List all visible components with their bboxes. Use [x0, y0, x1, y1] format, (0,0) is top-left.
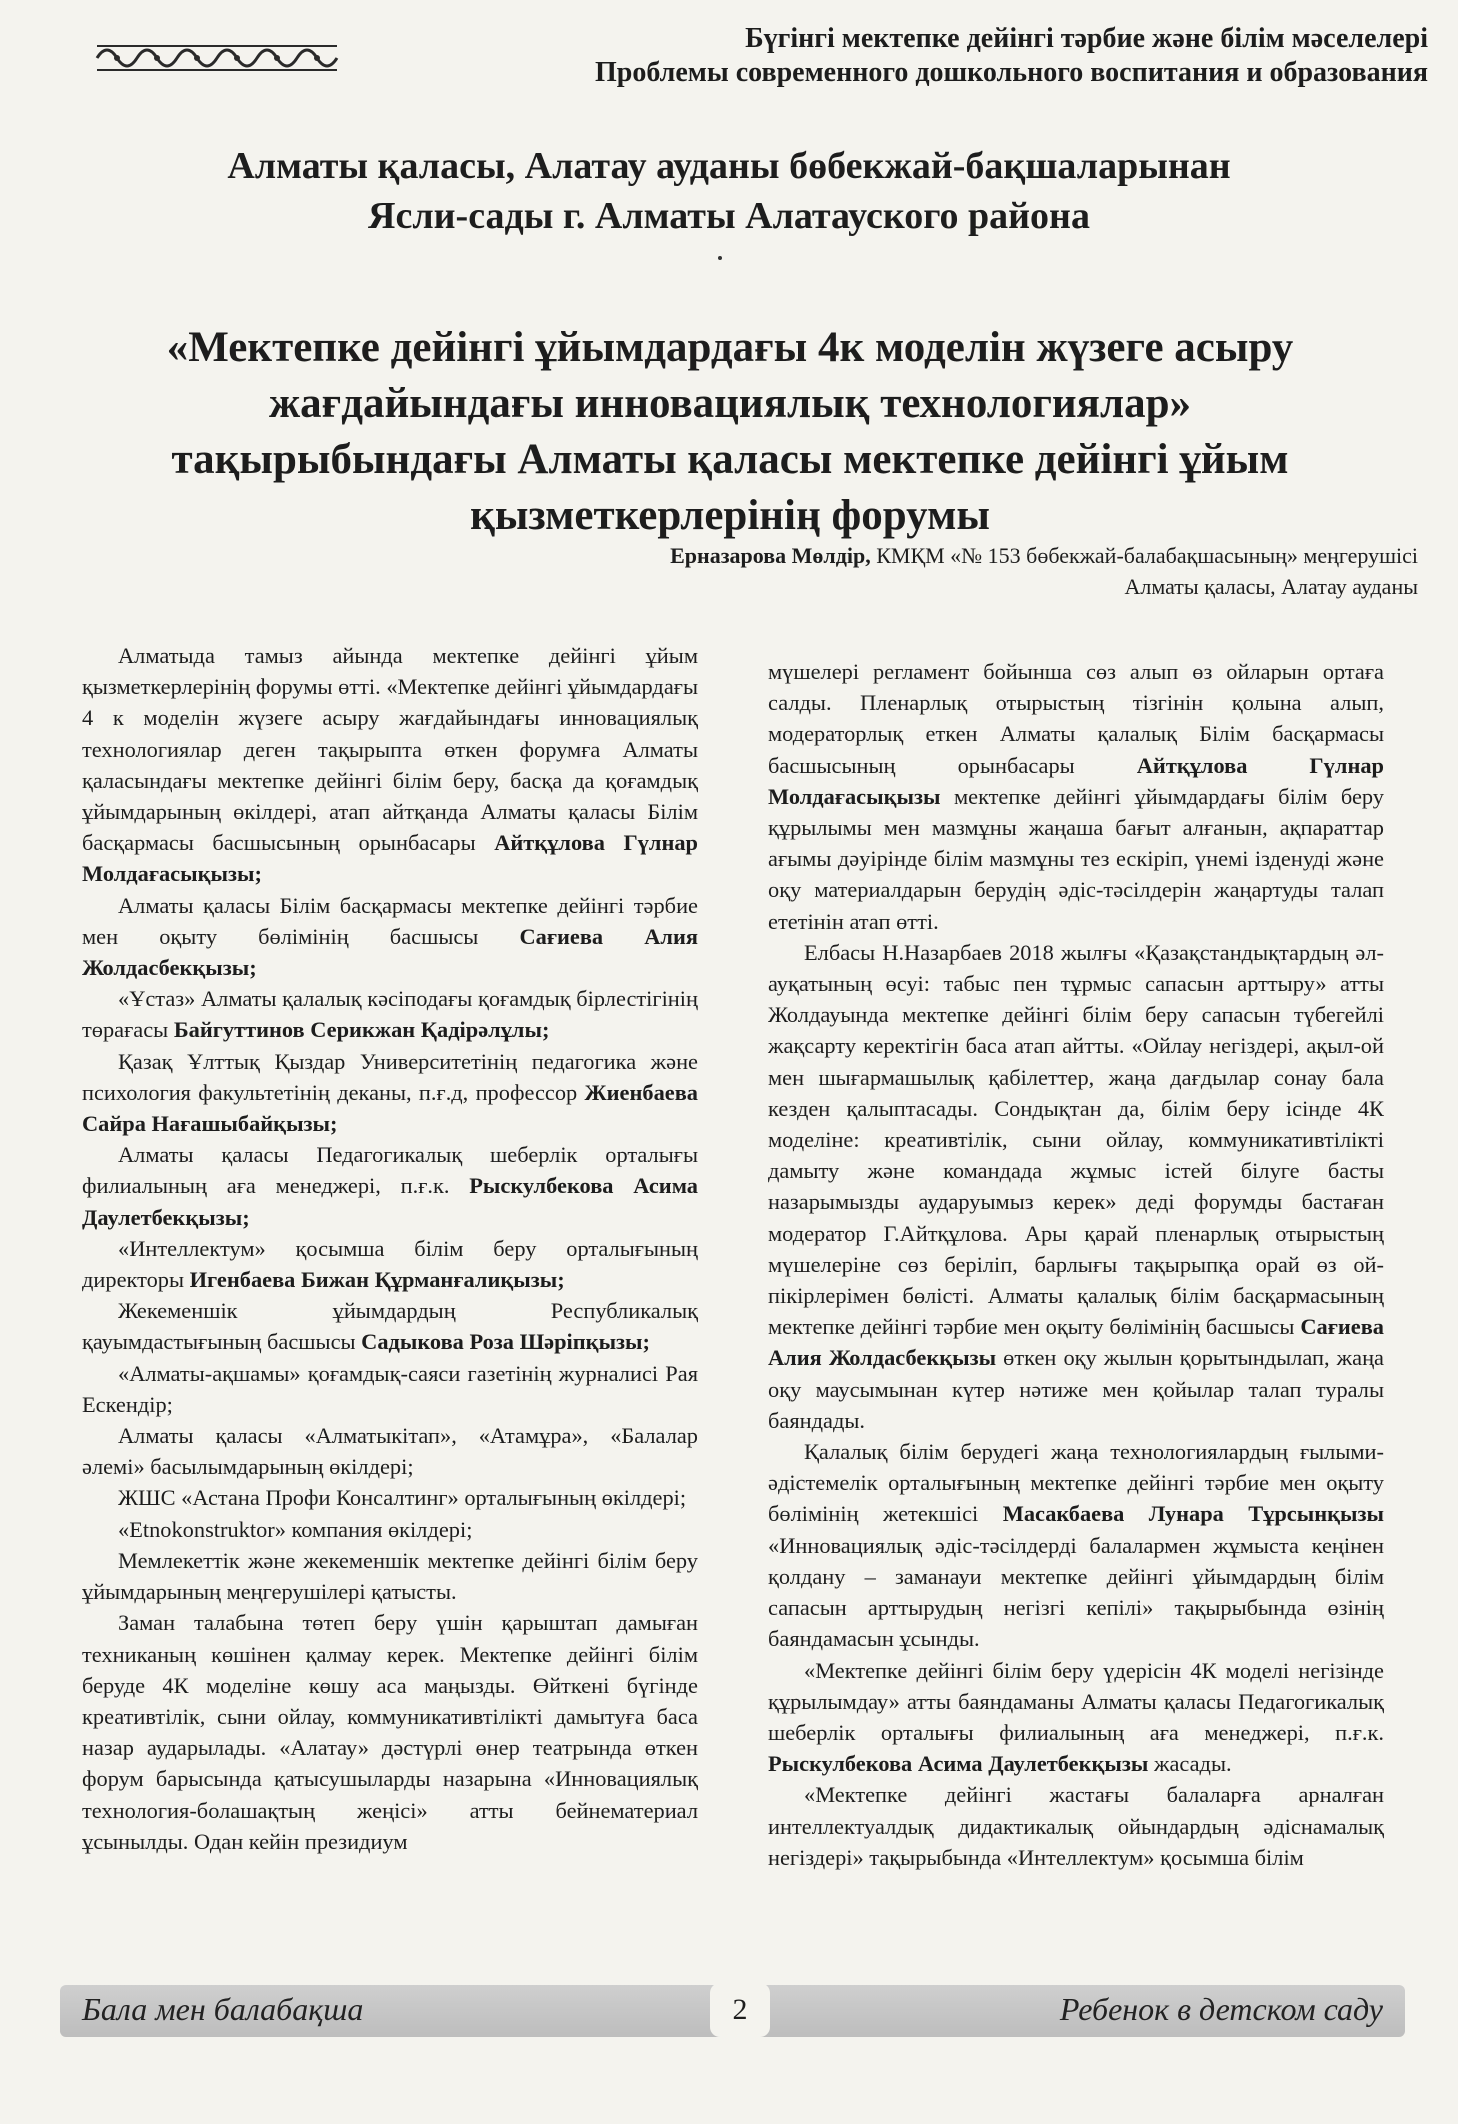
bold-name: Айтқұлова Гүлнар Молдағасықызы; [82, 830, 698, 887]
paragraph-text: «Мектепке дейінгі білім беру үдерісін 4К моделі негізінде құрылымдау» атты баяндаманы Алматы қаласы Педагогикалық шеберлік орталығы филиалының аға менеджері, п.ғ.к. [768, 1657, 1384, 1745]
paragraph-text: өткен оқу жылын қорытындылап, жаңа оқу маусымынан күтер нәтиже мен қойылар талап туралы баяндады. [768, 1345, 1384, 1433]
paragraph-text: ЖШС «Астана Профи Консалтинг» орталығының өкілдері; [118, 1485, 687, 1511]
running-header [595, 22, 1428, 90]
bold-name: Айтқұлова Гүлнар Молдағасықызы [768, 752, 1384, 809]
header-line-kz: Бүгінгі мектепке дейінгі тәрбие және білім мәселелері [745, 23, 1428, 54]
paragraph-text: Алматы қаласы Білім басқармасы мектепке дейінгі тәрбие мен оқыту бөлімінің басшысы [82, 892, 698, 949]
paragraph [82, 1514, 698, 1545]
paragraph-text: «Интеллектум» қосымша білім беру орталығының директоры [82, 1235, 698, 1293]
separator-dot [718, 256, 722, 260]
paragraph [82, 890, 698, 984]
paragraph [82, 983, 698, 1045]
paragraph-text: Алматыда тамыз айында мектепке дейінгі ұйым қызметкерлерінің форумы өтті. «Мектепке дейінгі ұйымдардағы 4 к моделін жүзеге асыру жағдайындағы инновациялық технологиялар деген тақырыпта өткен форумға Алматы қаласындағы мектепке дейінгі білім беру, басқа да қоғамдық ұйымдарының өкілдері, атап айтқанда Алматы қаласы Білім басқармасы басшысының орынбасары [82, 643, 698, 856]
left-column [82, 640, 698, 1857]
header-line-ru: Проблемы современного дошкольного воспитания и образования [595, 57, 1428, 88]
author-position: КМҚМ «№ 153 бөбекжай-балабақшасының» меңгерушісі [870, 543, 1418, 568]
paragraph [768, 1779, 1384, 1873]
paragraph-text: Елбасы Н.Назарбаев 2018 жылғы «Қазақстандықтардың әл-ауқатының өсуі: табыс пен тұрмыс сапасын арттыру» атты Жолдауында мектепке дейінгі білім беру сапасын түбегейлі жақсарту керектігін баса атап айтты. «Ойлау негіздері, ақыл-ой мен шығармашылық қабілеттер, жаңа дағдылар сонау бала кезден қалыптасады. Сондықтан да, білім беру ісінде 4К моделіне: креативтілік, сыни ойлау, коммуникативтілікті дамыту және командада жұмыс істей білуге басты назарымызды аударуымыз керек» деді форумды бастаған модератор Г.Айтқұлова. Ары қарай пленарлық отырыстың мүшелеріне сөз беріліп, барлығы тақырыпқа орай өз ой-пікірлерімен бөлісті. Алматы қалалық білім басқармасының мектепке дейінгі тәрбие мен оқыту бөлімінің басшысы [768, 939, 1384, 1340]
institution-title-kz: Алматы қаласы, Алатау ауданы бөбекжай-бақшаларынан [227, 145, 1231, 187]
paragraph-text: жасады. [1148, 1751, 1232, 1777]
paragraph-text: мектепке дейінгі ұйымдардағы білім беру құрылымы мен мазмұны жаңаша бағыт алғанын, ақпараттар ағымы дәуірінде білім мазмұны тез ескіріп, үнемі ізденуді және оқу материалдарын берудің әдіс-тәсілдерін жаңартуды талап ететінін атап өтті. [768, 783, 1384, 934]
article-title: «Мектепке дейінгі ұйымдардағы 4к моделін жүзеге асыру жағдайындағы инновациялық технологиялар» тақырыбындағы Алматы қаласы мектепке дейінгі ұйым қызметкерлерінің форумы [166, 324, 1294, 539]
bold-name: Рыскулбекова Асима Даулетбекқызы; [82, 1173, 698, 1230]
paragraph [768, 937, 1384, 1436]
ornament-border [92, 38, 342, 78]
paragraph [82, 1545, 698, 1607]
paragraph-text: «Алматы-ақшамы» қоғамдық-саяси газетінің журналисі Рая Ескендір; [82, 1360, 698, 1417]
footer-journal-ru: Ребенок в детском саду [1059, 1991, 1383, 2027]
paragraph [82, 1139, 698, 1233]
paragraph [82, 1607, 698, 1857]
bold-name: Садыкова Роза Шәріпқызы; [361, 1329, 650, 1355]
paragraph-text: Мемлекеттік және жекеменшік мектепке дейінгі білім беру ұйымдарының меңгерушілері қатысты. [82, 1547, 698, 1605]
paragraph-text: Қазақ Ұлттық Қыздар Университетінің педагогика және психология факультетінің деканы, п.ғ.д, профессор [82, 1048, 698, 1105]
paragraph-text: «Etnokonstruktor» компания өкілдері; [118, 1516, 473, 1542]
paragraph-text: Қалалық білім берудегі жаңа технологиялардың ғылыми-әдістемелік орталығының мектепке дейінгі тәрбие мен оқыту бөлімінің жетекшісі [768, 1439, 1384, 1527]
paragraph [768, 1655, 1384, 1780]
paragraph-text: «Ұстаз» Алматы қалалық кәсіподағы қоғамдық бірлестігінің төрағасы [82, 986, 698, 1043]
bold-name: Игенбаева Бижан Құрманғалиқызы; [189, 1267, 565, 1293]
paragraph-text: «Мектепке дейінгі жастағы балаларға арналған интеллектуалдық дидактикалық ойындардың әдіснамалық негіздері» тақырыбында «Интеллектум» қосымша білім [768, 1782, 1384, 1870]
author-block [670, 540, 1418, 602]
author-location: Алматы қаласы, Алатау ауданы [1124, 574, 1418, 599]
author-line [670, 540, 1418, 571]
paragraph-text: Жекеменшік ұйымдардың Республикалық қауымдастығының басшысы [82, 1298, 698, 1355]
paragraph-text: «Инновациялық әдіс-тәсілдерді балалармен жұмыста кеңінен қолдану – заманауи мектепке дейінгі ұйымдардың білім сапасын арттырудың негізгі кепілі» тақырыбында өзінің баяндамасын ұсынды. [768, 1532, 1384, 1652]
author-name: Ерназарова Мөлдір, [670, 543, 871, 568]
paragraph-text: Заман талабына төтеп беру үшін қарыштап дамыған техниканың көшінен қалмау керек. Мектепке дейінгі білім беруде 4К моделіне көшу аса маңызды. Өйткені бүгінде креативтілік, сыни ойлау, коммуникативтілікті дамытуға баса назар аударылады. «Алатау» дәстүрлі өнер театрында өткен форум барысында қатысушыларды назарына «Инновациялық технология-болашақтың жеңісі» атты бейнематериал ұсынылды. Одан кейін президиум [82, 1610, 698, 1854]
bold-name: Байгуттинов Серикжан Қадірәлұлы; [173, 1017, 550, 1043]
institution-title-ru: Ясли-сады г. Алматы Алатауского района [368, 195, 1090, 237]
paragraph [768, 1436, 1384, 1654]
bold-name: Сағиева Алия Жолдасбекқызы [768, 1314, 1384, 1371]
paragraph-text: Алматы қаласы «Алматыкітап», «Атамұра», «Балалар әлемі» басылымдарының өкілдері; [82, 1423, 698, 1480]
bold-name: Жиенбаева Сайра Нағашыбайқызы; [82, 1079, 698, 1137]
bold-name: Рыскулбекова Асима Даулетбекқызы [768, 1751, 1149, 1777]
footer-journal-kz: Бала мен балабақша [82, 1991, 364, 2027]
paragraph [82, 1482, 698, 1513]
paragraph [82, 640, 698, 890]
paragraph [82, 1358, 698, 1420]
footer-bar [60, 1985, 1405, 2037]
bold-name: Масакбаева Лунара Тұрсынқызы [1002, 1501, 1384, 1527]
paragraph-text: мүшелері регламент бойынша сөз алып өз ойларын ортаға салды. Пленарлық отырыстың тізгінін қолына алып, модераторлық еткен Алматы қалалық Білім басқармасы басшысының орынбасары [768, 659, 1384, 778]
bold-name: Сағиева Алия Жолдасбекқызы; [82, 923, 698, 981]
paragraph [768, 656, 1384, 937]
page-number: 2 [710, 1983, 770, 2037]
paragraph [82, 1295, 698, 1357]
right-column [768, 656, 1384, 1873]
paragraph [82, 1420, 698, 1482]
paragraph [82, 1233, 698, 1295]
paragraph-text: Алматы қаласы Педагогикалық шеберлік орталығы филиалының аға менеджері, п.ғ.к. [82, 1142, 698, 1199]
paragraph [82, 1046, 698, 1140]
